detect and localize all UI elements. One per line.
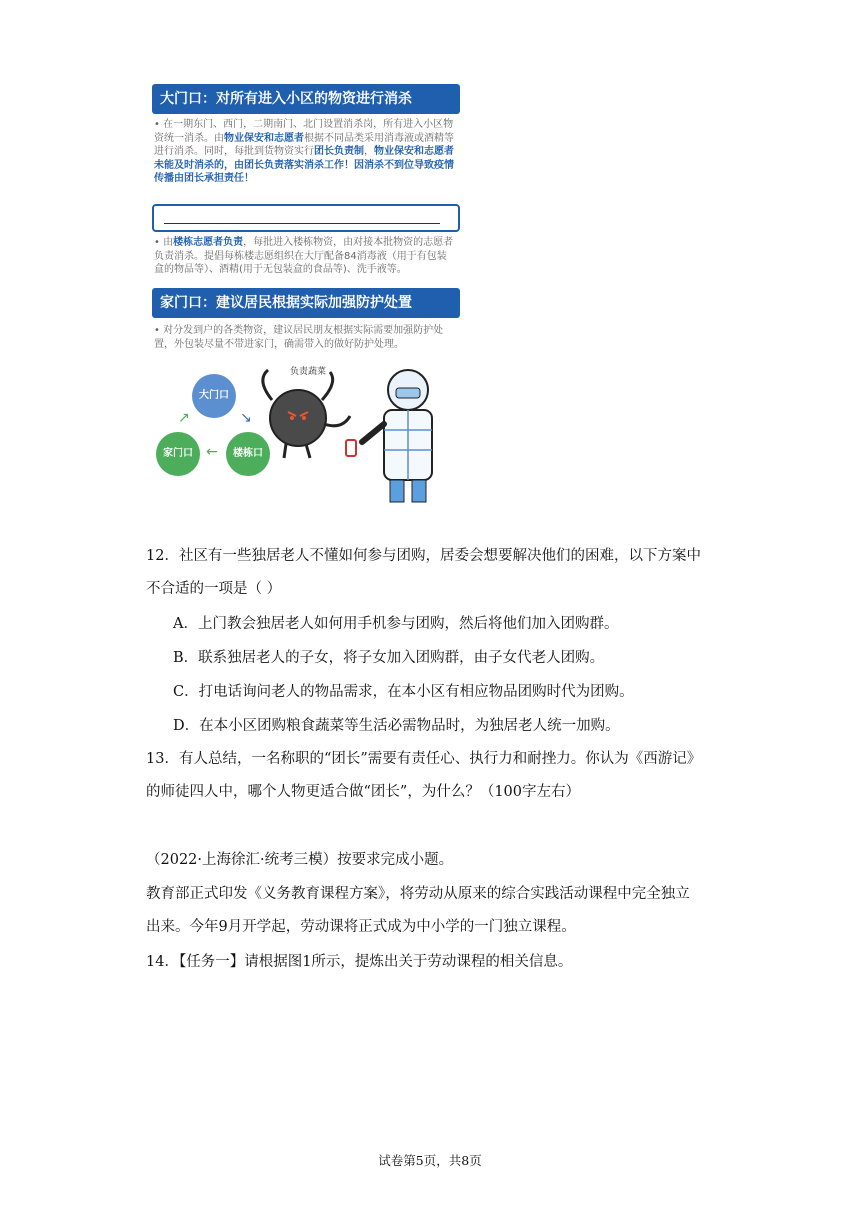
- q14-line1: 14．【任务一】请根据图1所示，提炼出关于劳动课程的相关信息。: [146, 954, 573, 970]
- virus-and-volunteer-illustration: [250, 360, 470, 520]
- figure-paragraph-gate: [154, 118, 456, 186]
- q13-line1: 13．有人总结，一名称职的“团长”需要有责任心、执行力和耐挫力。你认为《西游记》: [146, 751, 702, 767]
- q12-option-b: B．联系独居老人的子女，将子女加入团购群，由子女代老人团购。: [173, 650, 605, 666]
- arrow-down-right-icon: ↘: [240, 410, 252, 426]
- section-intro-line1: 教育部正式印发《义务教育课程方案》，将劳动从原来的综合实践活动课程中完全独立: [146, 886, 690, 902]
- para2-bold: 楼栋志愿者负责: [173, 237, 244, 248]
- figure-blank-header: [152, 204, 460, 232]
- q12-stem-line1: 12．社区有一些独居老人不懂如何参与团购，居委会想要解决他们的困难，以下方案中: [146, 548, 701, 564]
- q12-stem-line2: 不合适的一项是（ ）: [146, 581, 282, 597]
- para1-text-a: • 在一期东门、西门，二期南门、北门设置消杀岗，所有进入小区物资统一消杀。由: [154, 119, 454, 144]
- para1-bold-c: 物业保安和志愿者未能及时消杀的，由团长负责落实消杀工作！因消杀不到位导致疫情传播由团长承担责任！: [154, 146, 454, 184]
- figure-paragraph-home: • 对分发到户的各类物资，建议居民朋友根据实际需要加强防护处置，外包装尽量不带进家门，确需带入的做好防护处理。: [154, 325, 444, 350]
- para1-text-b: 根据不同品类采用消毒液或酒精等进行消杀。同时，每批到货物资实行: [154, 132, 454, 157]
- para1-bold-a: 物业保安和志愿者: [224, 132, 304, 144]
- figure-header-gate: 大门口：对所有进入小区的物资进行消杀: [152, 84, 460, 114]
- para2-text-a: • 由: [154, 237, 174, 248]
- q12-option-c: C．打电话询问老人的物品需求，在本小区有相应物品团购时代为团购。: [173, 684, 634, 700]
- section-source: （2022·上海徐汇·统考三模）按要求完成小题。: [146, 852, 454, 868]
- section-intro-line2: 出来。今年9月开学起，劳动课将正式成为中小学的一门独立课程。: [146, 919, 576, 935]
- circle-building-door: 楼栋口: [226, 432, 270, 476]
- page-footer: 试卷第5页，共8页: [378, 1153, 482, 1168]
- q13-line2: 的师徒四人中，哪个人物更适合做“团长”，为什么？（100字左右）: [146, 784, 580, 800]
- epidemic-disinfection-figure: [150, 80, 470, 520]
- virus-caption: 负责蔬菜: [290, 367, 327, 377]
- virus-icon: [263, 370, 350, 458]
- circle-home-door: 家门口: [156, 432, 200, 476]
- q12-option-a: A．上门教会独居老人如何用手机参与团购，然后将他们加入团购群。: [173, 616, 619, 632]
- arrow-up-right-icon: ↗: [178, 410, 190, 426]
- figure-header-home: 家门口：建议居民根据实际加强防护处置: [152, 288, 460, 318]
- figure-paragraph-building: [154, 236, 456, 277]
- para2-text-b: ，每批进入楼栋物资，由对接本批物资的志愿者负责消杀。提倡每栋楼志愿组织在大厅配备84消毒液（用于有包装盒的物品等）、酒精(用于无包装盒的食品等)、洗手液等。: [154, 237, 454, 275]
- arrow-left-icon: ←: [206, 444, 218, 460]
- para1-text-c: ，: [364, 146, 374, 157]
- blank-answer-line: [164, 223, 440, 224]
- volunteer-hazmat-icon: [346, 370, 432, 502]
- circle-main-gate: 大门口: [192, 374, 236, 418]
- q12-option-d: D．在本小区团购粮食蔬菜等生活必需物品时，为独居老人统一加购。: [173, 718, 620, 734]
- para1-bold-b: 团长负责制: [314, 146, 364, 157]
